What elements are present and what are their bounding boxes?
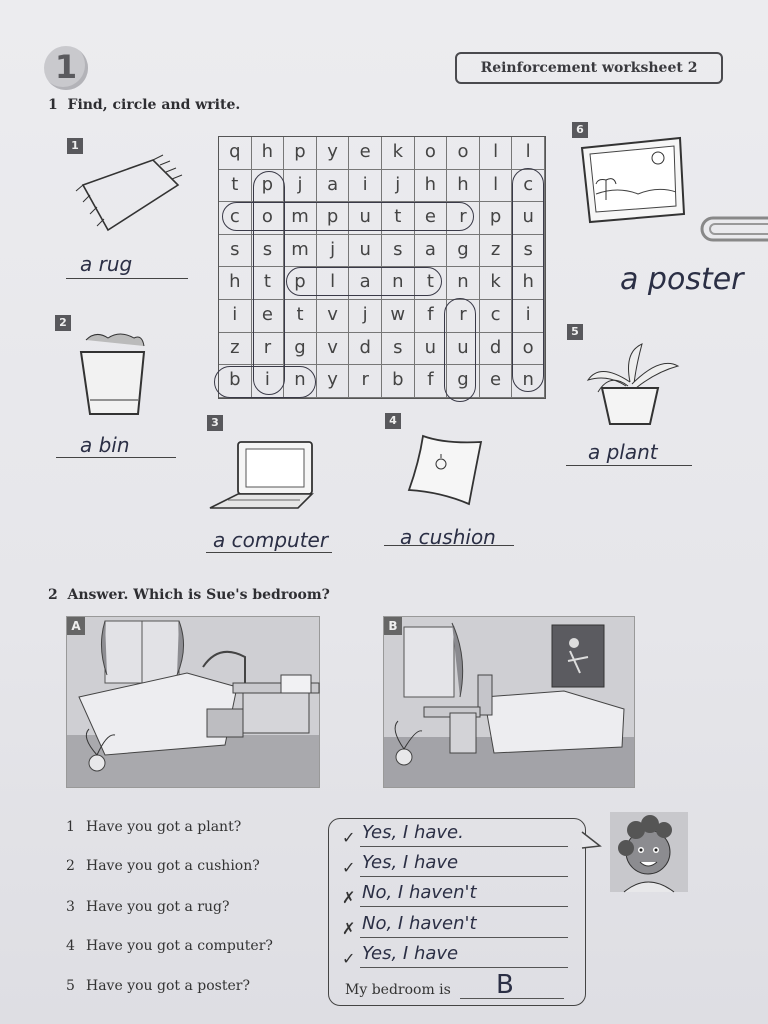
answer-bin: a bin (80, 433, 130, 457)
answer-line-5 (566, 465, 692, 466)
answer-4: No, I haven't (362, 913, 477, 934)
grid-cell: a (349, 267, 382, 300)
grid-cell: o (447, 137, 480, 170)
grid-cell: p (284, 267, 317, 300)
grid-cell: c (480, 300, 513, 333)
grid-cell: d (349, 333, 382, 366)
grid-cell: n (284, 365, 317, 398)
speech-box-tail (582, 832, 602, 852)
question-1: 1 Have you got a plant? (66, 819, 242, 835)
cushion-drawing (405, 432, 485, 508)
question-2-text: Have you got a cushion? (86, 858, 260, 874)
grid-cell: l (480, 170, 513, 203)
picture-number-1: 1 (67, 138, 83, 154)
question-2: 2 Have you got a cushion? (66, 858, 260, 874)
paperclip-icon (698, 212, 768, 246)
grid-cell: v (317, 300, 350, 333)
grid-cell: u (512, 202, 545, 235)
grid-cell: i (349, 170, 382, 203)
circle-poster (253, 171, 285, 395)
grid-cell: t (415, 267, 448, 300)
grid-cell: e (480, 365, 513, 398)
scene-a-label: A (67, 617, 85, 635)
grid-cell: q (219, 137, 252, 170)
grid-cell: g (447, 235, 480, 268)
answer-3: No, I haven't (362, 882, 477, 903)
picture-number-2: 2 (55, 315, 71, 331)
grid-cell: z (219, 333, 252, 366)
exercise2-number: 2 (48, 587, 58, 603)
answer-computer: a computer (213, 528, 329, 552)
grid-cell: e (252, 300, 285, 333)
grid-cell: t (219, 170, 252, 203)
grid-cell: s (512, 235, 545, 268)
circle-plant (286, 267, 442, 296)
grid-cell: r (252, 333, 285, 366)
answer-line-4 (384, 545, 514, 546)
grid-cell: g (447, 365, 480, 398)
grid-cell: g (284, 333, 317, 366)
exercise2-heading (48, 587, 330, 603)
grid-cell: t (382, 202, 415, 235)
answer-line-q3 (360, 906, 568, 907)
picture-number-6: 6 (572, 122, 588, 138)
my-bedroom-line (460, 998, 564, 999)
grid-cell: h (447, 170, 480, 203)
grid-cell: r (447, 300, 480, 333)
poster-drawing (578, 136, 686, 222)
answer-line-3 (206, 552, 332, 553)
answer-2: Yes, I have (362, 852, 459, 873)
answer-line-2 (56, 457, 176, 458)
picture-number-3: 3 (207, 415, 223, 431)
question-3: 3 Have you got a rug? (66, 899, 230, 915)
grid-cell: p (252, 170, 285, 203)
grid-cell: b (219, 365, 252, 398)
circle-cushion (512, 168, 544, 392)
grid-cell: j (382, 170, 415, 203)
answer-rug: a rug (80, 252, 133, 276)
picture-number-5: 5 (567, 324, 583, 340)
grid-cell: t (284, 300, 317, 333)
grid-cell: b (382, 365, 415, 398)
computer-drawing (208, 440, 323, 512)
unit-badge (44, 46, 88, 90)
question-4: 4 Have you got a computer? (66, 938, 273, 954)
picture-number-4: 4 (385, 413, 401, 429)
grid-cell: s (382, 333, 415, 366)
grid-cell: e (415, 202, 448, 235)
grid-cell: o (512, 333, 545, 366)
answer-plant: a plant (588, 440, 658, 464)
sue-character-portrait (610, 812, 688, 892)
grid-cell: e (349, 137, 382, 170)
my-bedroom-label: My bedroom is (345, 982, 451, 998)
grid-cell: i (219, 300, 252, 333)
grid-cell: p (480, 202, 513, 235)
grid-cell: y (317, 365, 350, 398)
grid-cell: i (252, 365, 285, 398)
grid-cell: o (252, 202, 285, 235)
grid-cell: u (447, 333, 480, 366)
question-5-text: Have you got a poster? (86, 978, 250, 994)
grid-cell: m (284, 202, 317, 235)
answer-line-q5 (360, 967, 568, 968)
grid-cell: l (317, 267, 350, 300)
mark-1: ✓ (342, 828, 356, 847)
exercise1-heading (48, 97, 240, 113)
grid-cell: o (415, 137, 448, 170)
question-4-text: Have you got a computer? (86, 938, 273, 954)
grid-cell: h (512, 267, 545, 300)
answer-line-1 (66, 278, 188, 279)
grid-cell: a (317, 170, 350, 203)
question-1-text: Have you got a plant? (86, 819, 242, 835)
grid-cell: l (480, 137, 513, 170)
answer-line-q1 (360, 846, 568, 847)
bedroom-scene-b (383, 616, 635, 788)
bin-drawing (78, 332, 150, 417)
scene-b-label: B (384, 617, 402, 635)
grid-cell: r (447, 202, 480, 235)
circle-rug (444, 298, 476, 402)
grid-cell: v (317, 333, 350, 366)
mark-2: ✓ (342, 858, 356, 877)
exercise1-number: 1 (48, 97, 58, 113)
mark-4: ✗ (342, 919, 356, 938)
mark-3: ✗ (342, 888, 356, 907)
rug-drawing (68, 155, 183, 245)
grid-cell: k (382, 137, 415, 170)
plant-drawing (580, 342, 680, 427)
grid-cell: s (219, 235, 252, 268)
grid-cell: u (415, 333, 448, 366)
grid-cell: u (349, 202, 382, 235)
grid-cell: n (512, 365, 545, 398)
grid-cell: c (512, 170, 545, 203)
exercise2-instruction: Answer. Which is Sue's bedroom? (67, 587, 330, 603)
grid-cell: f (415, 365, 448, 398)
grid-cell: a (415, 235, 448, 268)
grid-cell: r (349, 365, 382, 398)
grid-cell: d (480, 333, 513, 366)
worksheet-title: Reinforcement worksheet 2 (455, 52, 723, 84)
exercise1-instruction: Find, circle and write. (67, 97, 241, 113)
mark-5: ✓ (342, 949, 356, 968)
grid-cell: z (480, 235, 513, 268)
grid-cell: n (447, 267, 480, 300)
grid-cell: t (252, 267, 285, 300)
grid-cell: m (284, 235, 317, 268)
grid-cell: j (284, 170, 317, 203)
grid-cell: h (219, 267, 252, 300)
answer-5: Yes, I have (362, 943, 459, 964)
answer-line-q4 (360, 937, 568, 938)
grid-cell: u (349, 235, 382, 268)
grid-cell: f (415, 300, 448, 333)
question-3-text: Have you got a rug? (86, 899, 230, 915)
grid-cell: i (512, 300, 545, 333)
grid-cell: s (252, 235, 285, 268)
answer-poster: a poster (620, 262, 744, 297)
answer-1: Yes, I have. (362, 822, 464, 843)
grid-cell: k (480, 267, 513, 300)
grid-cell: w (382, 300, 415, 333)
answer-line-q2 (360, 876, 568, 877)
grid-cell: s (382, 235, 415, 268)
bedroom-scene-a (66, 616, 320, 788)
my-bedroom-answer: B (496, 970, 514, 1000)
grid-cell: n (382, 267, 415, 300)
grid-cell: p (317, 202, 350, 235)
grid-cell: j (349, 300, 382, 333)
question-5: 5 Have you got a poster? (66, 978, 250, 994)
grid-cell: c (219, 202, 252, 235)
answer-cushion: a cushion (400, 525, 496, 549)
unit-number: 1 (54, 48, 78, 86)
grid-cell: h (252, 137, 285, 170)
grid-cell: y (317, 137, 350, 170)
grid-cell: p (284, 137, 317, 170)
grid-cell: j (317, 235, 350, 268)
grid-cell: l (512, 137, 545, 170)
grid-cell: h (415, 170, 448, 203)
